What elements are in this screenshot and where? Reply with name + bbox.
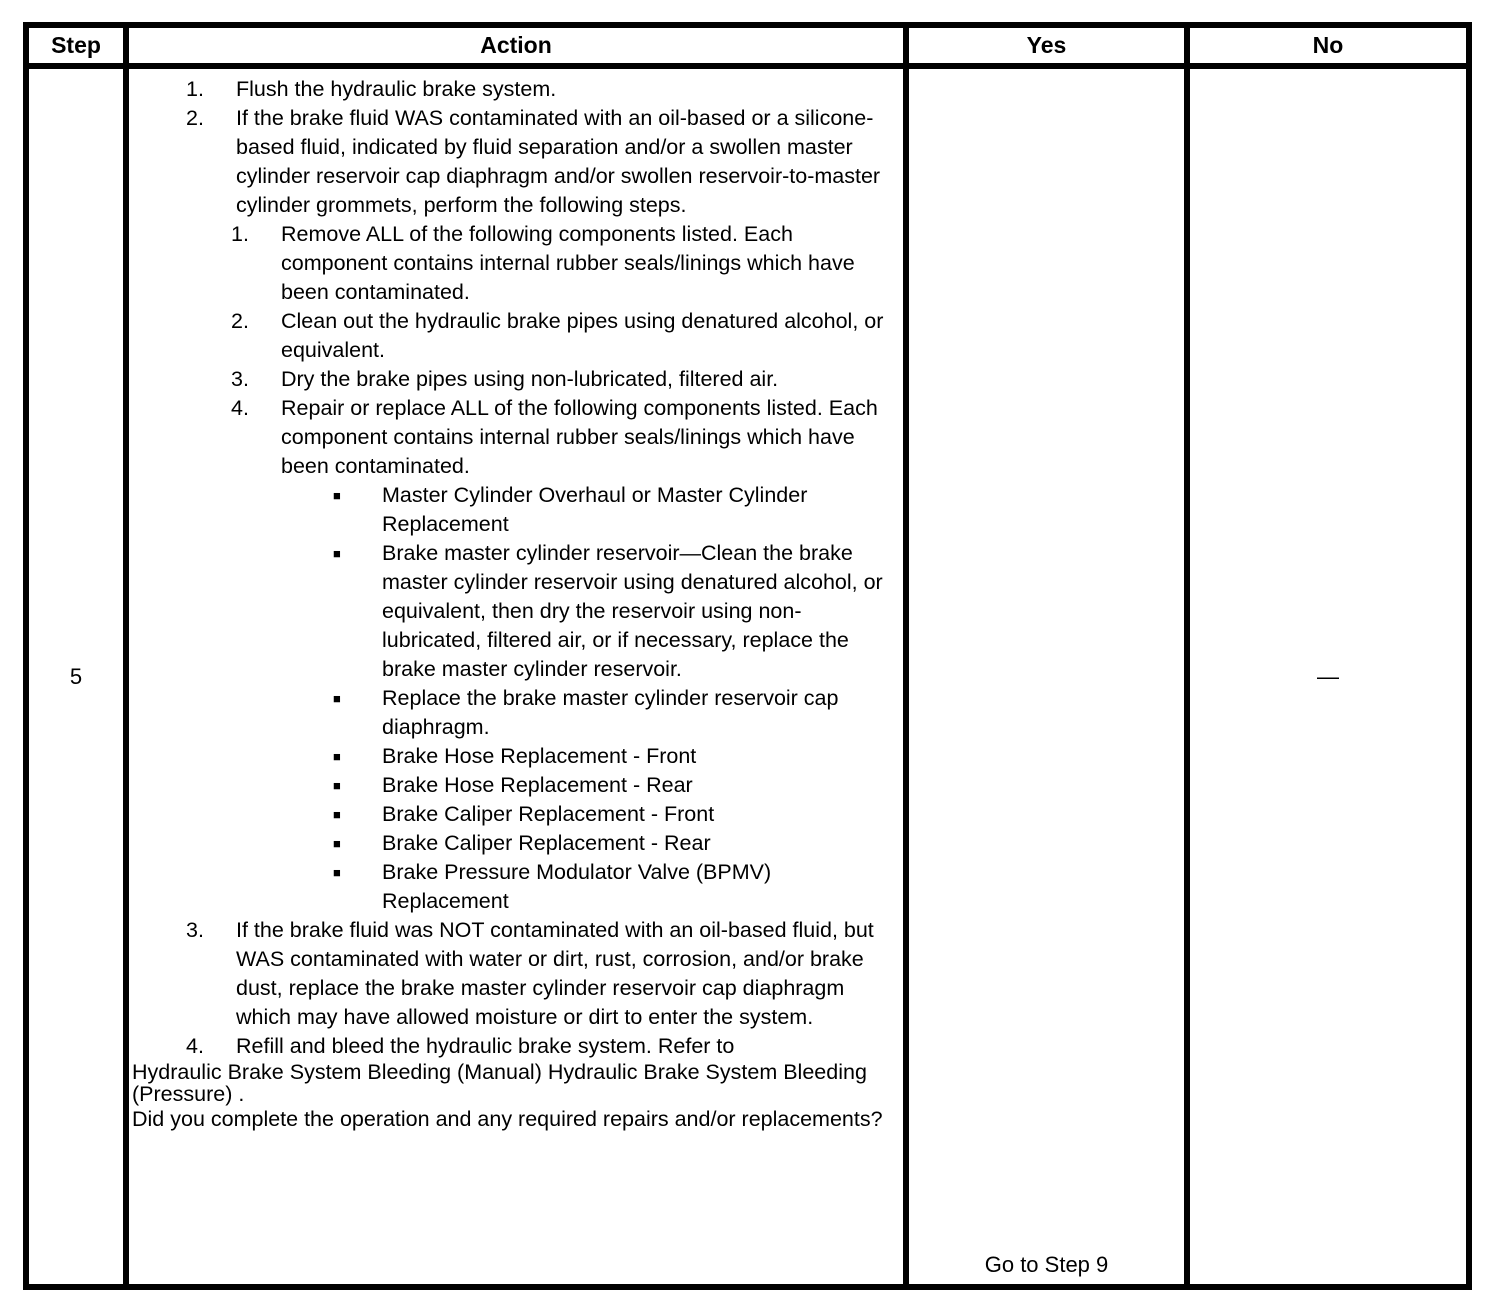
list-item: 2. If the brake fluid WAS contaminated with an oil-based or a silicone-based fluid, indicated by fluid separation and/or a swollen master cylinder reservoir cap diaphragm and/or swollen reservoir-to-master cylinder grommets, perform the following steps.: [186, 106, 881, 217]
header-no: No: [1187, 25, 1469, 66]
header-action: Action: [126, 25, 906, 66]
yes-result[interactable]: Go to Step 9: [906, 66, 1187, 1287]
bullet-icon: [333, 858, 382, 916]
list-item: ■ Brake Caliper Replacement - Front: [333, 800, 895, 829]
list-item: 3. Dry the brake pipes using non-lubricated, filtered air.: [231, 367, 779, 391]
sub-step-list: [132, 220, 895, 481]
list-item: ■ Brake Hose Replacement - Front: [333, 742, 895, 771]
no-result: —: [1187, 66, 1469, 1287]
bullet-icon: [333, 539, 382, 684]
step-number: 5: [26, 66, 126, 1287]
question-text: Did you complete the operation and any required repairs and/or replacements?: [132, 1107, 883, 1131]
list-item: 3. If the brake fluid was NOT contaminated with an oil-based fluid, but WAS contaminated with water or dirt, rust, corrosion, and/or brake dust, replace the brake master cylinder reservoir cap diaphragm which may have allowed moisture or dirt to enter the system.: [186, 918, 874, 1029]
list-item: ■ Replace the brake master cylinder reservoir cap diaphragm.: [333, 684, 895, 742]
list-item: 1. Remove ALL of the following components listed. Each component contains internal rubber seals/linings which have been contaminated.: [231, 222, 855, 304]
header-step: Step: [26, 25, 126, 66]
list-item: 1. Flush the hydraulic brake system.: [186, 77, 557, 101]
list-item: ■ Brake Caliper Replacement - Rear: [333, 829, 895, 858]
bullet-icon: [333, 800, 382, 829]
procedure-table: [23, 22, 1472, 1290]
action-list-continued: [132, 916, 895, 1061]
bullet-icon: [333, 829, 382, 858]
table-row: [26, 66, 1469, 1287]
list-item: ■ Brake Hose Replacement - Rear: [333, 771, 895, 800]
bullet-icon: [333, 481, 382, 539]
list-item: 2. Clean out the hydraulic brake pipes using denatured alcohol, or equivalent.: [231, 309, 884, 362]
list-item: ■ Master Cylinder Overhaul or Master Cylinder Replacement: [333, 481, 895, 539]
list-item: 4. Repair or replace ALL of the following components listed. Each component contains internal rubber seals/linings which have been contaminated.: [231, 396, 878, 478]
bullet-icon: [333, 742, 382, 771]
header-row: [26, 25, 1469, 66]
list-item: ■ Brake master cylinder reservoir—Clean the brake master cylinder reservoir using denatured alcohol, or equivalent, then dry the reservoir using non-lubricated, filtered air, or if necessary, replace the brake master cylinder reservoir.: [333, 539, 895, 684]
bullet-icon: [333, 684, 382, 742]
action-cell: [126, 66, 906, 1287]
bullet-icon: [333, 771, 382, 800]
list-item: 4. Refill and bleed the hydraulic brake system. Refer to: [186, 1034, 735, 1058]
component-list: [132, 481, 895, 916]
reference-link[interactable]: Hydraulic Brake System Bleeding (Manual) Hydraulic Brake System Bleeding (Pressure) .: [132, 1060, 867, 1106]
list-item: ■ Brake Pressure Modulator Valve (BPMV) Replacement: [333, 858, 895, 916]
header-yes: Yes: [906, 25, 1187, 66]
action-list: [132, 75, 895, 220]
